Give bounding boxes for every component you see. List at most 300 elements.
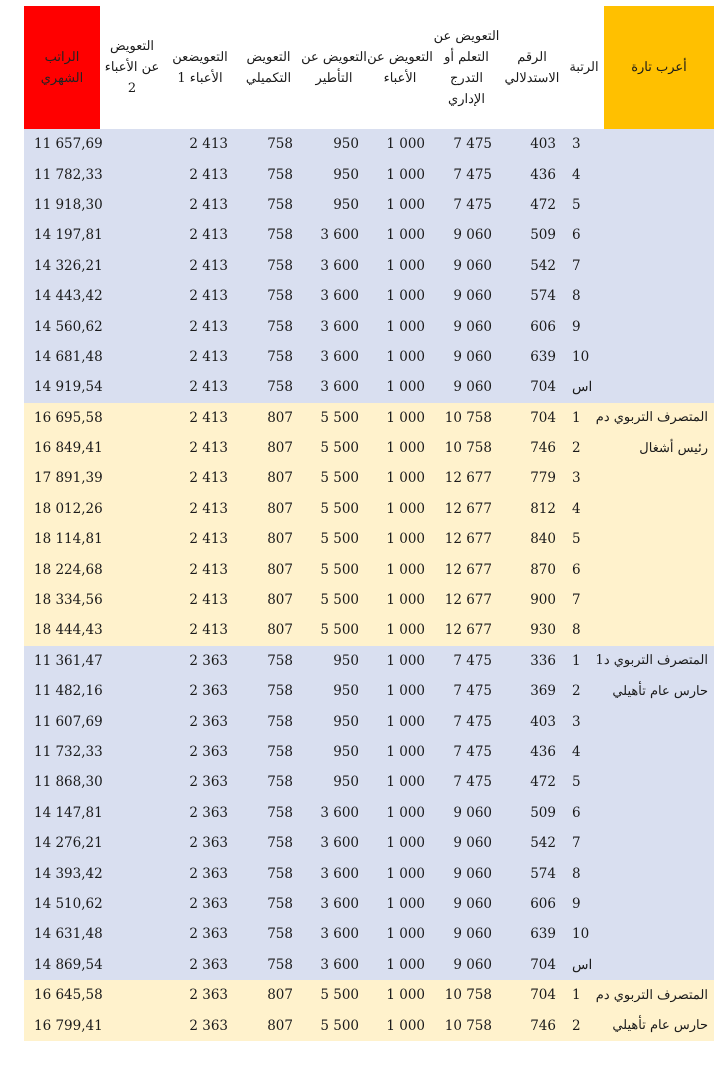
table-row — [24, 311, 714, 341]
cell-learning: 7 475 — [433, 646, 500, 676]
cell-hardship-2 — [100, 494, 164, 524]
cell-hardship-2 — [100, 342, 164, 372]
cell-learning: 7 475 — [433, 737, 500, 767]
cell-salary: 18 224,68 — [24, 554, 100, 584]
cell-burdens: 1 000 — [367, 403, 433, 433]
cell-supplementary: 758 — [236, 828, 301, 858]
cell-hardship-1: 2 413 — [164, 129, 236, 159]
cell-supplementary: 758 — [236, 706, 301, 736]
cell-rank: 1 — [564, 980, 604, 1010]
cell-hardship-1: 2 363 — [164, 889, 236, 919]
cell-grade — [604, 190, 714, 220]
cell-learning: 9 060 — [433, 251, 500, 281]
cell-supervision: 5 500 — [301, 1010, 367, 1040]
cell-hardship-1: 2 413 — [164, 615, 236, 645]
cell-supervision: 3 600 — [301, 828, 367, 858]
cell-hardship-1: 2 363 — [164, 980, 236, 1010]
header-supplementary: التعويض التكميلي — [236, 6, 301, 129]
cell-salary: 18 012,26 — [24, 494, 100, 524]
cell-salary: 14 560,62 — [24, 311, 100, 341]
cell-learning: 10 758 — [433, 1010, 500, 1040]
cell-index: 403 — [500, 706, 564, 736]
cell-hardship-2 — [100, 281, 164, 311]
cell-supervision: 3 600 — [301, 220, 367, 250]
header-learning: التعويض عن التعلم أو التدرج الإداري — [433, 6, 500, 129]
cell-grade — [604, 220, 714, 250]
cell-salary: 11 732,33 — [24, 737, 100, 767]
cell-salary: 16 695,58 — [24, 403, 100, 433]
header-supervision: التعويض عن التأطير — [301, 6, 367, 129]
cell-supplementary: 758 — [236, 281, 301, 311]
cell-hardship-2 — [100, 311, 164, 341]
cell-hardship-1: 2 363 — [164, 950, 236, 980]
cell-supervision: 5 500 — [301, 585, 367, 615]
cell-salary: 16 799,41 — [24, 1010, 100, 1040]
cell-index: 746 — [500, 1010, 564, 1040]
cell-burdens: 1 000 — [367, 828, 433, 858]
cell-learning: 7 475 — [433, 159, 500, 189]
cell-salary: 16 645,58 — [24, 980, 100, 1010]
cell-hardship-1: 2 413 — [164, 585, 236, 615]
cell-hardship-2 — [100, 615, 164, 645]
cell-burdens: 1 000 — [367, 919, 433, 949]
cell-burdens: 1 000 — [367, 433, 433, 463]
header-burdens: التعويض عن الأعباء — [367, 6, 433, 129]
cell-index: 472 — [500, 767, 564, 797]
cell-rank: 5 — [564, 190, 604, 220]
header-salary: الراتب الشهري — [24, 6, 100, 129]
cell-hardship-2 — [100, 767, 164, 797]
cell-learning: 7 475 — [433, 676, 500, 706]
cell-hardship-1: 2 413 — [164, 494, 236, 524]
table-row — [24, 767, 714, 797]
cell-burdens: 1 000 — [367, 524, 433, 554]
cell-salary: 14 510,62 — [24, 889, 100, 919]
header-rank: الرتبة — [564, 6, 604, 129]
cell-supplementary: 758 — [236, 737, 301, 767]
cell-burdens: 1 000 — [367, 281, 433, 311]
table-row — [24, 129, 714, 159]
cell-salary: 18 334,56 — [24, 585, 100, 615]
cell-supervision: 3 600 — [301, 251, 367, 281]
cell-learning: 9 060 — [433, 858, 500, 888]
cell-rank: 10 — [564, 342, 604, 372]
cell-grade — [604, 129, 714, 159]
cell-supervision: 3 600 — [301, 919, 367, 949]
cell-rank: 2 — [564, 1010, 604, 1040]
cell-grade: المتصرف التربوي د1 — [604, 646, 714, 676]
cell-rank: 6 — [564, 798, 604, 828]
cell-burdens: 1 000 — [367, 190, 433, 220]
table-row — [24, 858, 714, 888]
cell-burdens: 1 000 — [367, 858, 433, 888]
cell-salary: 17 891,39 — [24, 463, 100, 493]
cell-supplementary: 758 — [236, 220, 301, 250]
table-row — [24, 889, 714, 919]
cell-salary: 14 869,54 — [24, 950, 100, 980]
cell-rank: 10 — [564, 919, 604, 949]
cell-burdens: 1 000 — [367, 706, 433, 736]
cell-burdens: 1 000 — [367, 1010, 433, 1040]
table-row — [24, 372, 714, 402]
cell-supplementary: 807 — [236, 433, 301, 463]
cell-grade: رئيس أشغال — [604, 433, 714, 463]
cell-burdens: 1 000 — [367, 372, 433, 402]
table-row — [24, 798, 714, 828]
cell-index: 930 — [500, 615, 564, 645]
cell-index: 509 — [500, 798, 564, 828]
cell-supervision: 950 — [301, 676, 367, 706]
cell-supervision: 950 — [301, 159, 367, 189]
cell-grade — [604, 281, 714, 311]
cell-learning: 7 475 — [433, 767, 500, 797]
cell-hardship-2 — [100, 190, 164, 220]
cell-burdens: 1 000 — [367, 889, 433, 919]
cell-supplementary: 758 — [236, 129, 301, 159]
cell-rank: 7 — [564, 251, 604, 281]
cell-hardship-2 — [100, 798, 164, 828]
cell-rank: 3 — [564, 463, 604, 493]
cell-index: 704 — [500, 950, 564, 980]
cell-supplementary: 758 — [236, 251, 301, 281]
header-row — [24, 6, 714, 129]
table-row — [24, 281, 714, 311]
cell-hardship-1: 2 413 — [164, 220, 236, 250]
table-row — [24, 251, 714, 281]
cell-index: 472 — [500, 190, 564, 220]
cell-hardship-1: 2 363 — [164, 646, 236, 676]
cell-salary: 11 782,33 — [24, 159, 100, 189]
cell-rank: 8 — [564, 858, 604, 888]
cell-supervision: 5 500 — [301, 524, 367, 554]
cell-learning: 7 475 — [433, 129, 500, 159]
cell-grade — [604, 372, 714, 402]
cell-hardship-1: 2 413 — [164, 372, 236, 402]
cell-supervision: 950 — [301, 190, 367, 220]
cell-learning: 12 677 — [433, 585, 500, 615]
cell-hardship-2 — [100, 585, 164, 615]
cell-supervision: 5 500 — [301, 494, 367, 524]
cell-rank: 1 — [564, 403, 604, 433]
cell-supervision: 5 500 — [301, 554, 367, 584]
cell-index: 336 — [500, 646, 564, 676]
table-body — [24, 129, 714, 1041]
cell-hardship-1: 2 363 — [164, 706, 236, 736]
cell-rank: 7 — [564, 828, 604, 858]
cell-rank: 8 — [564, 615, 604, 645]
cell-supplementary: 807 — [236, 980, 301, 1010]
cell-hardship-1: 2 413 — [164, 403, 236, 433]
cell-burdens: 1 000 — [367, 950, 433, 980]
cell-salary: 14 681,48 — [24, 342, 100, 372]
cell-grade — [604, 737, 714, 767]
cell-supplementary: 758 — [236, 190, 301, 220]
table-row — [24, 220, 714, 250]
cell-supervision: 5 500 — [301, 463, 367, 493]
cell-burdens: 1 000 — [367, 129, 433, 159]
cell-hardship-1: 2 413 — [164, 342, 236, 372]
cell-learning: 12 677 — [433, 524, 500, 554]
cell-learning: 9 060 — [433, 311, 500, 341]
table-row — [24, 919, 714, 949]
cell-rank: 6 — [564, 554, 604, 584]
table-row — [24, 980, 714, 1010]
cell-hardship-2 — [100, 858, 164, 888]
cell-burdens: 1 000 — [367, 767, 433, 797]
cell-learning: 12 677 — [433, 554, 500, 584]
cell-hardship-2 — [100, 980, 164, 1010]
cell-index: 436 — [500, 737, 564, 767]
cell-salary: 11 868,30 — [24, 767, 100, 797]
cell-salary: 11 482,16 — [24, 676, 100, 706]
cell-supplementary: 807 — [236, 615, 301, 645]
cell-hardship-2 — [100, 220, 164, 250]
cell-grade — [604, 494, 714, 524]
cell-grade — [604, 251, 714, 281]
cell-learning: 12 677 — [433, 463, 500, 493]
cell-rank: 3 — [564, 129, 604, 159]
table-row — [24, 615, 714, 645]
cell-rank: 2 — [564, 676, 604, 706]
cell-index: 509 — [500, 220, 564, 250]
cell-grade — [604, 585, 714, 615]
cell-grade — [604, 554, 714, 584]
cell-grade — [604, 159, 714, 189]
cell-rank: 4 — [564, 494, 604, 524]
cell-burdens: 1 000 — [367, 342, 433, 372]
cell-supervision: 950 — [301, 767, 367, 797]
cell-learning: 12 677 — [433, 494, 500, 524]
cell-hardship-2 — [100, 403, 164, 433]
cell-hardship-1: 2 413 — [164, 311, 236, 341]
cell-burdens: 1 000 — [367, 311, 433, 341]
cell-hardship-1: 2 413 — [164, 281, 236, 311]
cell-learning: 9 060 — [433, 342, 500, 372]
table-row — [24, 1010, 714, 1040]
cell-supervision: 5 500 — [301, 615, 367, 645]
cell-index: 606 — [500, 311, 564, 341]
header-grade: أعرب تارة — [604, 6, 714, 129]
cell-salary: 18 444,43 — [24, 615, 100, 645]
header-hardship-1: التعويضعن الأعباء 1 — [164, 6, 236, 129]
cell-learning: 10 758 — [433, 980, 500, 1010]
cell-hardship-1: 2 363 — [164, 798, 236, 828]
cell-supervision: 3 600 — [301, 950, 367, 980]
cell-grade — [604, 311, 714, 341]
cell-learning: 9 060 — [433, 950, 500, 980]
cell-burdens: 1 000 — [367, 463, 433, 493]
cell-hardship-2 — [100, 251, 164, 281]
cell-salary: 11 361,47 — [24, 646, 100, 676]
table-row — [24, 494, 714, 524]
cell-index: 870 — [500, 554, 564, 584]
cell-burdens: 1 000 — [367, 585, 433, 615]
cell-learning: 9 060 — [433, 220, 500, 250]
cell-rank: 1 — [564, 646, 604, 676]
cell-salary: 14 147,81 — [24, 798, 100, 828]
cell-supervision: 3 600 — [301, 281, 367, 311]
cell-rank: 8 — [564, 281, 604, 311]
cell-supplementary: 758 — [236, 950, 301, 980]
cell-hardship-1: 2 363 — [164, 919, 236, 949]
cell-supervision: 3 600 — [301, 858, 367, 888]
cell-burdens: 1 000 — [367, 494, 433, 524]
cell-hardship-1: 2 413 — [164, 463, 236, 493]
cell-grade — [604, 615, 714, 645]
table-row — [24, 737, 714, 767]
cell-supervision: 5 500 — [301, 403, 367, 433]
table-row — [24, 159, 714, 189]
cell-hardship-1: 2 413 — [164, 554, 236, 584]
cell-hardship-1: 2 413 — [164, 159, 236, 189]
cell-burdens: 1 000 — [367, 980, 433, 1010]
table-row — [24, 524, 714, 554]
cell-burdens: 1 000 — [367, 737, 433, 767]
cell-supplementary: 758 — [236, 646, 301, 676]
cell-salary: 14 276,21 — [24, 828, 100, 858]
cell-burdens: 1 000 — [367, 615, 433, 645]
salary-sheet — [24, 6, 714, 1041]
cell-salary: 14 197,81 — [24, 220, 100, 250]
cell-index: 542 — [500, 251, 564, 281]
cell-hardship-2 — [100, 554, 164, 584]
cell-salary: 14 326,21 — [24, 251, 100, 281]
cell-supplementary: 758 — [236, 372, 301, 402]
table-row — [24, 706, 714, 736]
cell-rank: 6 — [564, 220, 604, 250]
cell-index: 574 — [500, 858, 564, 888]
cell-grade — [604, 767, 714, 797]
cell-supplementary: 807 — [236, 524, 301, 554]
cell-salary: 11 607,69 — [24, 706, 100, 736]
cell-grade: حارس عام تأهيلي — [604, 676, 714, 706]
table-row — [24, 190, 714, 220]
cell-index: 606 — [500, 889, 564, 919]
cell-rank: 9 — [564, 889, 604, 919]
cell-supplementary: 758 — [236, 919, 301, 949]
cell-salary: 14 919,54 — [24, 372, 100, 402]
cell-index: 900 — [500, 585, 564, 615]
cell-salary: 14 443,42 — [24, 281, 100, 311]
cell-index: 704 — [500, 372, 564, 402]
cell-index: 403 — [500, 129, 564, 159]
cell-hardship-2 — [100, 676, 164, 706]
cell-learning: 10 758 — [433, 433, 500, 463]
cell-supplementary: 758 — [236, 676, 301, 706]
cell-learning: 9 060 — [433, 828, 500, 858]
cell-grade — [604, 798, 714, 828]
cell-index: 746 — [500, 433, 564, 463]
cell-index: 639 — [500, 919, 564, 949]
salary-table — [24, 6, 714, 1041]
cell-hardship-2 — [100, 919, 164, 949]
cell-learning: 7 475 — [433, 190, 500, 220]
cell-supplementary: 807 — [236, 463, 301, 493]
cell-hardship-2 — [100, 950, 164, 980]
table-row — [24, 403, 714, 433]
cell-hardship-2 — [100, 737, 164, 767]
cell-index: 542 — [500, 828, 564, 858]
cell-hardship-2 — [100, 646, 164, 676]
cell-index: 639 — [500, 342, 564, 372]
cell-grade — [604, 858, 714, 888]
cell-supervision: 950 — [301, 706, 367, 736]
cell-hardship-1: 2 413 — [164, 524, 236, 554]
cell-learning: 10 758 — [433, 403, 500, 433]
cell-supervision: 950 — [301, 646, 367, 676]
cell-index: 436 — [500, 159, 564, 189]
cell-index: 704 — [500, 403, 564, 433]
cell-salary: 14 631,48 — [24, 919, 100, 949]
cell-salary: 14 393,42 — [24, 858, 100, 888]
table-row — [24, 554, 714, 584]
cell-burdens: 1 000 — [367, 798, 433, 828]
cell-hardship-2 — [100, 372, 164, 402]
cell-supplementary: 758 — [236, 311, 301, 341]
cell-rank: 2 — [564, 433, 604, 463]
cell-rank: 4 — [564, 737, 604, 767]
cell-salary: 16 849,41 — [24, 433, 100, 463]
cell-supervision: 3 600 — [301, 342, 367, 372]
cell-salary: 11 918,30 — [24, 190, 100, 220]
cell-burdens: 1 000 — [367, 159, 433, 189]
cell-rank: اس — [564, 950, 604, 980]
cell-index: 369 — [500, 676, 564, 706]
cell-supervision: 3 600 — [301, 311, 367, 341]
cell-salary: 11 657,69 — [24, 129, 100, 159]
cell-rank: 9 — [564, 311, 604, 341]
cell-burdens: 1 000 — [367, 251, 433, 281]
cell-index: 704 — [500, 980, 564, 1010]
cell-supplementary: 758 — [236, 159, 301, 189]
cell-hardship-2 — [100, 706, 164, 736]
cell-rank: 5 — [564, 524, 604, 554]
cell-hardship-1: 2 413 — [164, 433, 236, 463]
cell-index: 779 — [500, 463, 564, 493]
cell-grade — [604, 950, 714, 980]
cell-supplementary: 807 — [236, 403, 301, 433]
cell-burdens: 1 000 — [367, 676, 433, 706]
cell-index: 840 — [500, 524, 564, 554]
cell-supervision: 950 — [301, 737, 367, 767]
cell-hardship-2 — [100, 889, 164, 919]
cell-supplementary: 807 — [236, 1010, 301, 1040]
table-row — [24, 585, 714, 615]
table-row — [24, 828, 714, 858]
cell-index: 812 — [500, 494, 564, 524]
cell-grade — [604, 463, 714, 493]
cell-supplementary: 807 — [236, 494, 301, 524]
header-hardship-2: التعويض عن الأعباء 2 — [100, 6, 164, 129]
cell-rank: 3 — [564, 706, 604, 736]
cell-hardship-2 — [100, 524, 164, 554]
table-row — [24, 646, 714, 676]
cell-supervision: 5 500 — [301, 433, 367, 463]
cell-rank: 4 — [564, 159, 604, 189]
cell-hardship-1: 2 363 — [164, 828, 236, 858]
header-index: الرقم الاستدلالي — [500, 6, 564, 129]
cell-supplementary: 758 — [236, 858, 301, 888]
cell-supplementary: 807 — [236, 585, 301, 615]
cell-burdens: 1 000 — [367, 554, 433, 584]
cell-index: 574 — [500, 281, 564, 311]
cell-hardship-1: 2 363 — [164, 737, 236, 767]
cell-grade — [604, 919, 714, 949]
cell-hardship-1: 2 363 — [164, 676, 236, 706]
cell-grade — [604, 828, 714, 858]
cell-hardship-2 — [100, 828, 164, 858]
cell-supplementary: 758 — [236, 767, 301, 797]
